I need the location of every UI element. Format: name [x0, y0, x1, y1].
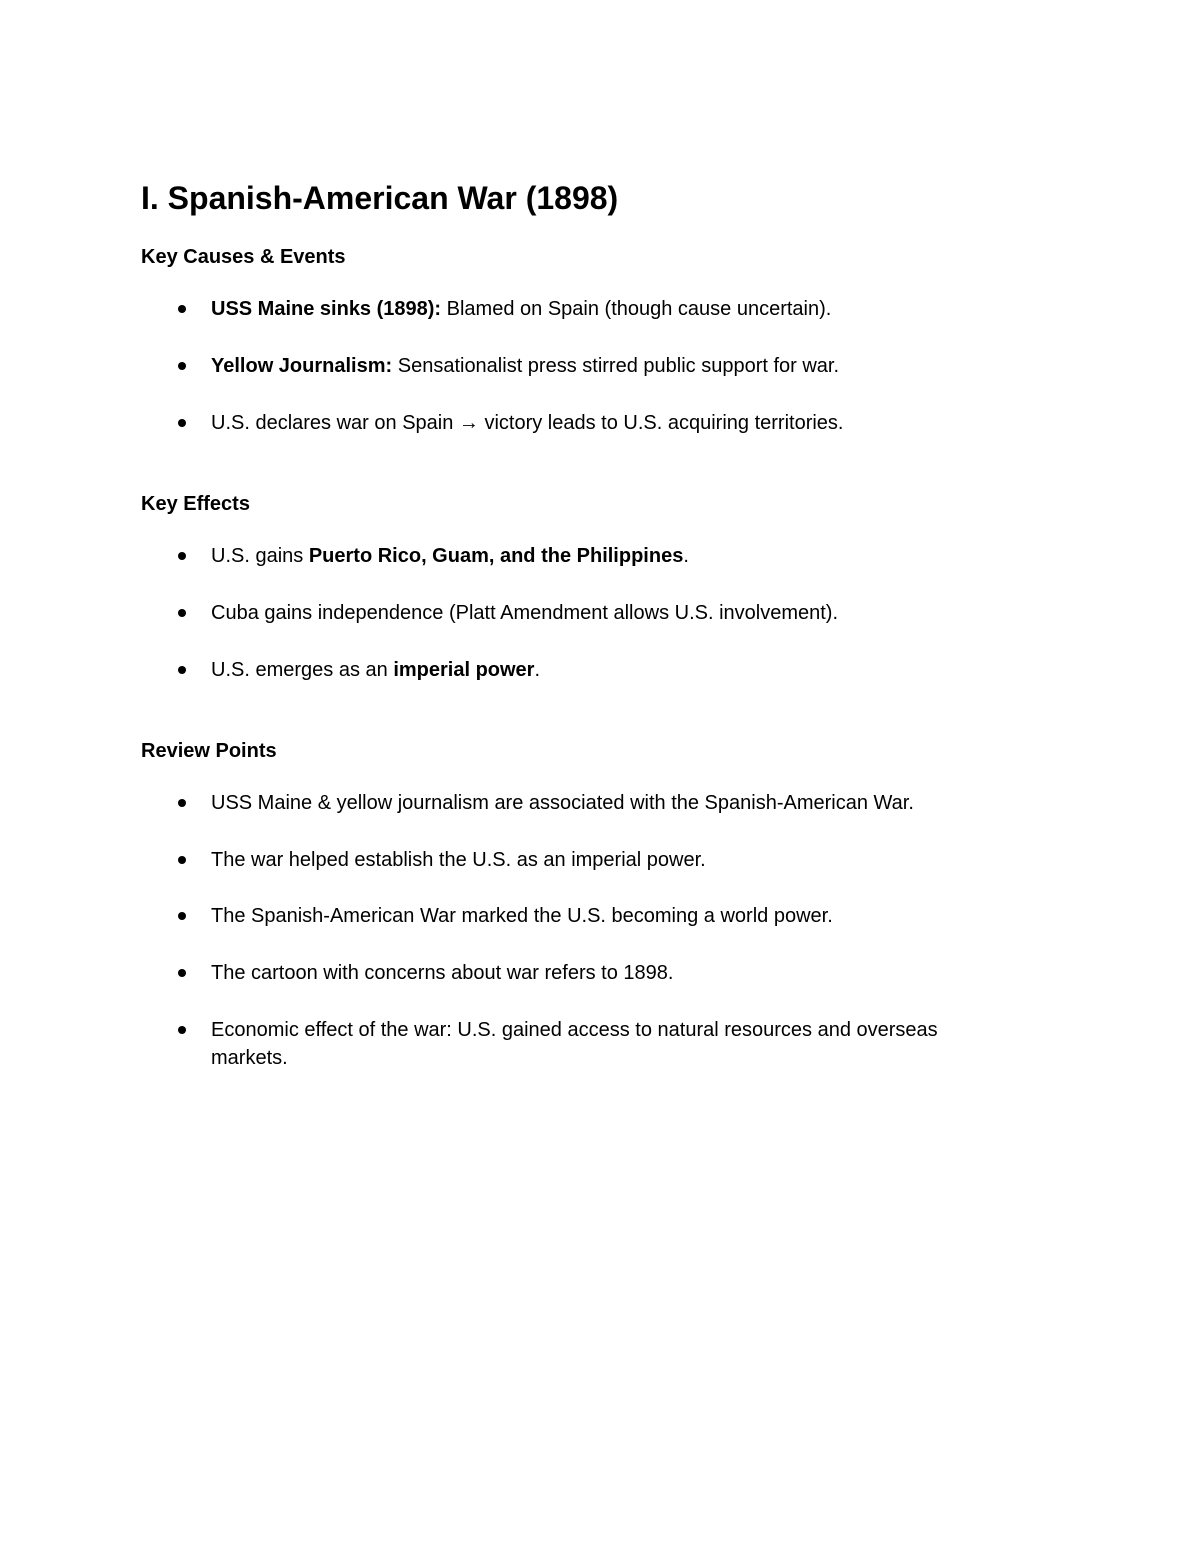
- bullet-icon: [178, 419, 186, 427]
- item-text: Economic effect of the war: U.S. gained access to natural resources and overseas markets.: [211, 1019, 938, 1069]
- list-item: [211, 295, 1011, 323]
- item-text: .: [534, 659, 541, 681]
- bullet-icon: [178, 609, 186, 617]
- item-text: .: [683, 545, 689, 567]
- section-heading-review: Review Points: [141, 740, 277, 762]
- bullet-icon: [178, 912, 186, 920]
- list-item: [211, 599, 1011, 627]
- document-title: I. Spanish-American War (1898): [141, 180, 619, 216]
- item-text: The war helped establish the U.S. as an imperial power.: [211, 849, 706, 871]
- item-text: U.S. declares war on Spain → victory leads to U.S. acquiring territories.: [211, 412, 844, 434]
- bullet-icon: [178, 856, 186, 864]
- section-heading-effects: Key Effects: [141, 493, 250, 515]
- item-bold-text: USS Maine sinks (1898):: [211, 298, 442, 320]
- item-text: U.S. gains: [211, 545, 309, 567]
- list-item: [211, 1016, 1011, 1072]
- section-heading-causes: Key Causes & Events: [141, 246, 346, 268]
- item-text: Blamed on Spain (though cause uncertain).: [441, 298, 832, 320]
- item-text: U.S. emerges as an: [211, 659, 394, 681]
- bullet-icon: [178, 969, 186, 977]
- bullet-icon: [178, 362, 186, 370]
- list-item: [211, 542, 1011, 570]
- item-bold-text: imperial power: [393, 659, 535, 681]
- bullet-icon: [178, 552, 186, 560]
- list-item: [211, 789, 1011, 817]
- bullet-icon: [178, 305, 186, 313]
- list-item: [211, 409, 1011, 437]
- item-text: Cuba gains independence (Platt Amendment allows U.S. involvement).: [211, 602, 839, 624]
- bullet-icon: [178, 666, 186, 674]
- item-text: USS Maine & yellow journalism are associated with the Spanish-American War.: [211, 792, 914, 814]
- list-item: [211, 959, 1011, 987]
- item-bold-text: Yellow Journalism:: [211, 355, 393, 377]
- list-item: [211, 352, 1011, 380]
- list-item: [211, 846, 1011, 874]
- item-text: The Spanish-American War marked the U.S. becoming a world power.: [211, 905, 833, 927]
- item-bold-text: Puerto Rico, Guam, and the Philippines: [308, 545, 684, 567]
- item-text: Sensationalist press stirred public support for war.: [392, 355, 840, 377]
- list-item: [211, 656, 1011, 684]
- bullet-icon: [178, 1026, 186, 1034]
- list-item: [211, 902, 1011, 930]
- bullet-icon: [178, 799, 186, 807]
- item-text: The cartoon with concerns about war refers to 1898.: [211, 962, 674, 984]
